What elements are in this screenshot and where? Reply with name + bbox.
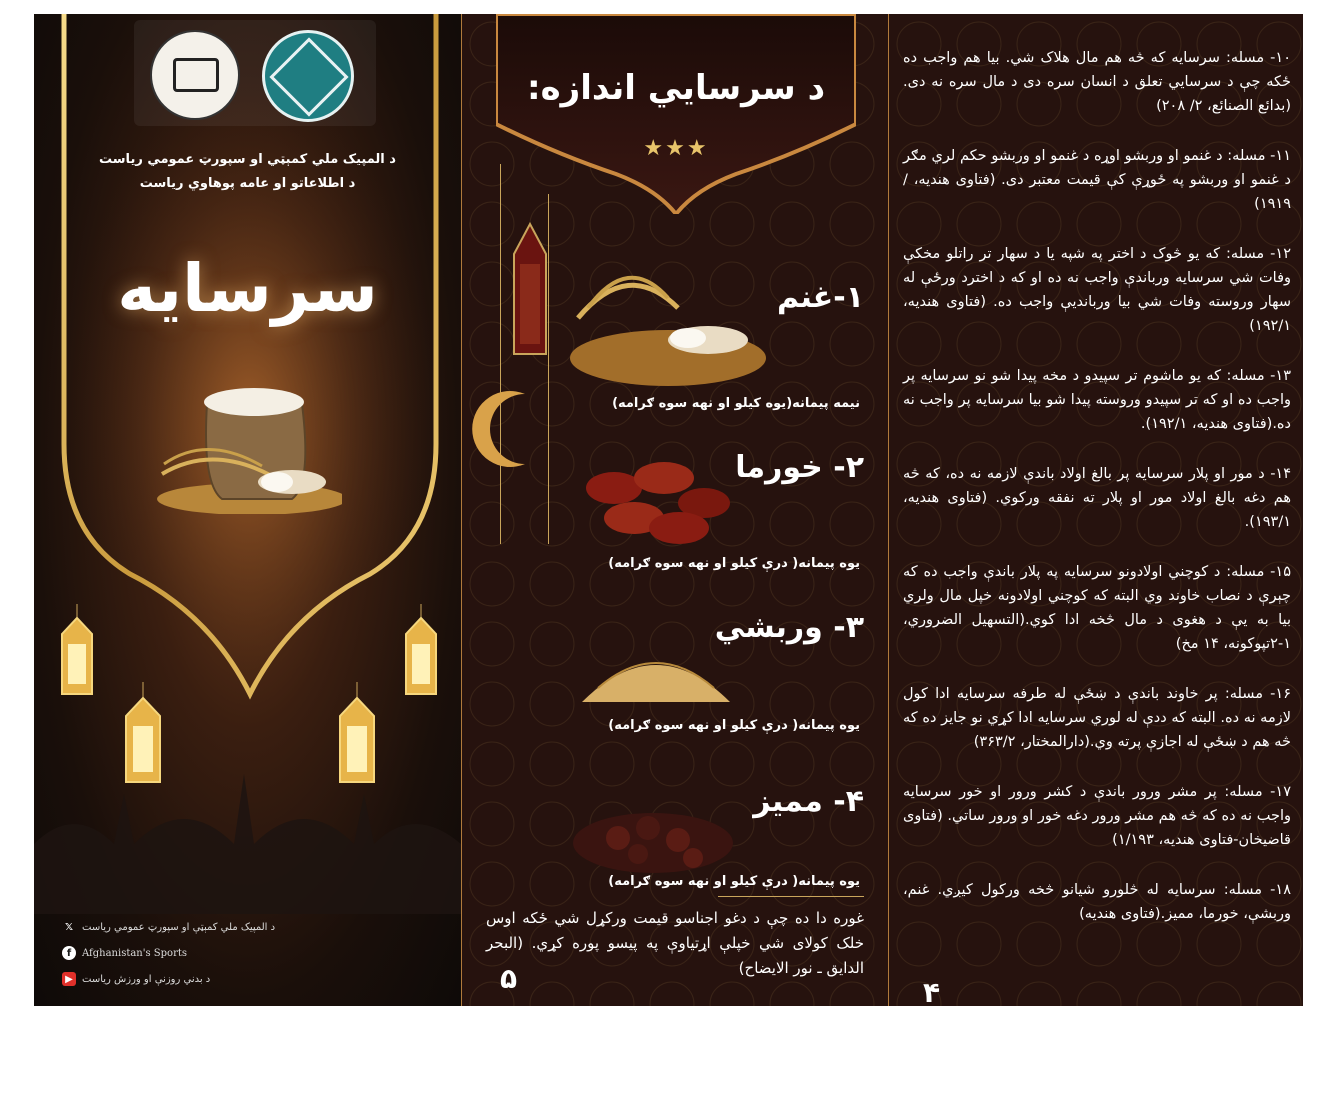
rules-panel — [889, 14, 1303, 1006]
item-title-raisins: ۴- ممیز — [753, 784, 864, 819]
footer-youtube-row[interactable] — [62, 972, 210, 986]
item-measure-raisins: یوه پیمانه( درې کیلو او نهه سوه ګرامه) — [608, 874, 860, 889]
hanging-string — [500, 164, 501, 544]
dates-image — [574, 448, 734, 558]
barley-image — [578, 628, 734, 708]
item-title-barley: ۳- وربشي — [714, 610, 864, 645]
note-text: غوره دا ده چې د دغو اجناسو قیمت ورکړل شي ځکه اوس خلک کولای شي خپلې اړتیاوې په پیسو پوره کړي. (البحر الدایق ـ نور الایضاح) — [486, 909, 864, 977]
footer-youtube-text: د بدني روزنې او ورزش ریاست — [82, 973, 211, 985]
item-title-dates: ۲- خورما — [735, 450, 864, 485]
afghanistan-sports-logo — [262, 30, 354, 122]
page-number-4: ۴ — [923, 976, 941, 1006]
footer-x-text: د المپیک ملي کمېټې او سپورټ عمومي ریاست — [82, 921, 276, 933]
quran-emblem-logo — [150, 30, 240, 120]
cover-panel — [34, 14, 461, 1006]
note-divider — [718, 896, 864, 897]
rules-list — [903, 46, 1291, 952]
footer-facebook-row[interactable] — [62, 946, 187, 960]
rule-13: ۱۳- مسله: که یو ماشوم تر سپیدو د مخه پیدا شو نو سرسایه پر واجب ده او که تر سپیدو وروسته پیدا شو بیا سرسایه پر واجب نه ده.(فتاوی هندیه، ۱۹۲/۱). — [903, 368, 1291, 432]
raisins-image — [568, 788, 738, 878]
facebook-icon: f — [62, 946, 76, 960]
rule-12: ۱۲- مسله: که یو څوک د اختر په شپه یا د سهار تر راتلو مخکې وفات شي سرسایه ورباندې واجب نه ده او که د اخترد ورځې له سهار وروسته وفات شي بیا وربانديې واجب ده. (فتاوی هندیه، ۱۹۲/۱) — [903, 246, 1291, 334]
rule-10: ۱۰- مسله: سرسایه که څه هم مال هلاک شي. بیا هم واجب ده ځکه چې د سرسایي تعلق د انسان سره دی د مال سره نه دی.(بدائع الصنائع، ۲/ ۲۰۸) — [903, 50, 1291, 114]
lantern-icon — [52, 604, 102, 714]
youtube-icon: ▶ — [62, 972, 76, 986]
lantern-icon — [502, 214, 558, 364]
item-measure-dates: یوه پیمانه( درې کیلو او نهه سوه ګرامه) — [608, 556, 860, 571]
crescent-moon-icon — [470, 384, 540, 474]
rule-15: ۱۵- مسله: د کوچني اولادونو سرسایه په پلار باندې واجب ده که چېرې د نصاب خاوند وي البته که کوچني اولادونه خپل مال ولري بیا به یې د هغوی د مال څخه ادا کوي.(التسهیل الضروري، ۱-۲تپوکونه، ۱۴ مخ) — [903, 564, 1291, 652]
header-ribbon — [496, 14, 856, 214]
flour-sack-wheat-image — [152, 364, 342, 514]
lantern-icon — [396, 604, 446, 714]
page-number-5: ۵ — [500, 962, 518, 995]
measure-panel — [462, 14, 888, 1006]
footer-x-row[interactable] — [62, 920, 275, 934]
item-title-wheat: ۱-غنم — [776, 280, 864, 315]
org-name-line1: د المپیک ملي کمېټي او سپورټ عمومي ریاست — [99, 152, 396, 167]
rule-11: ۱۱- مسله: د غنمو او وربشو اوړه د غنمو او وربشو حکم لري مګر د غنمو او وربشو په ځوړې کې قیمت معتبر دی. (فتاوی هندیه، / ۱۹۱۹) — [903, 148, 1291, 212]
wheat-flour-image — [568, 248, 768, 398]
org-name-line2: د اطلاعاتو او عامه پوهاوي ریاست — [139, 176, 356, 191]
item-measure-wheat: نیمه پیمانه(یوه کیلو او نهه سوه ګرامه) — [612, 396, 860, 411]
rule-16: ۱۶- مسله: پر خاوند باندې د ښځې له طرفه سرسایه ادا کول لازمه نه ده. البته که ددې له لوري سرسایه ادا کړي نو جایز ده که څه هم د ښځې له اجازې پرته وي.(دارالمختار، ۳۶۳/۲) — [903, 686, 1291, 750]
rule-17: ۱۷- مسله: پر مشر ورور باندې د کشر ورور او خور سرسایه واجب نه ده که څه هم مشر ورور دغه خور او ورور ساتي. (فتاوی قاضیخان-فتاوی هندیه، ۱/۱۹۳) — [903, 784, 1291, 848]
star-decoration: ★★★ — [643, 136, 709, 161]
item-measure-barley: یوه پیمانه( درې کیلو او نهه سوه ګرامه) — [608, 718, 860, 733]
rule-18: ۱۸- مسله: سرسایه له څلورو شیانو څخه ورکول کیږي. غنم، وربشې، خورما، ممیز.(فتاوی هندیه) — [903, 882, 1291, 922]
measure-header-title: د سرسايي اندازه: — [526, 68, 826, 108]
cover-title: سرسایه — [117, 250, 378, 327]
logos-bar — [134, 20, 376, 126]
footer-facebook-text: Afghanistan's Sports — [82, 947, 188, 959]
mosque-silhouette — [34, 734, 461, 914]
rule-14: ۱۴- د مور او پلار سرسایه پر بالغ اولاد باندې لازمه نه ده، که څه هم دغه بالغ اولاد مور او پلار ته نفقه ورکوي. (فتاوی هندیه، ۱۹۳/۱). — [903, 466, 1291, 530]
x-icon: 𝕏 — [64, 921, 74, 933]
